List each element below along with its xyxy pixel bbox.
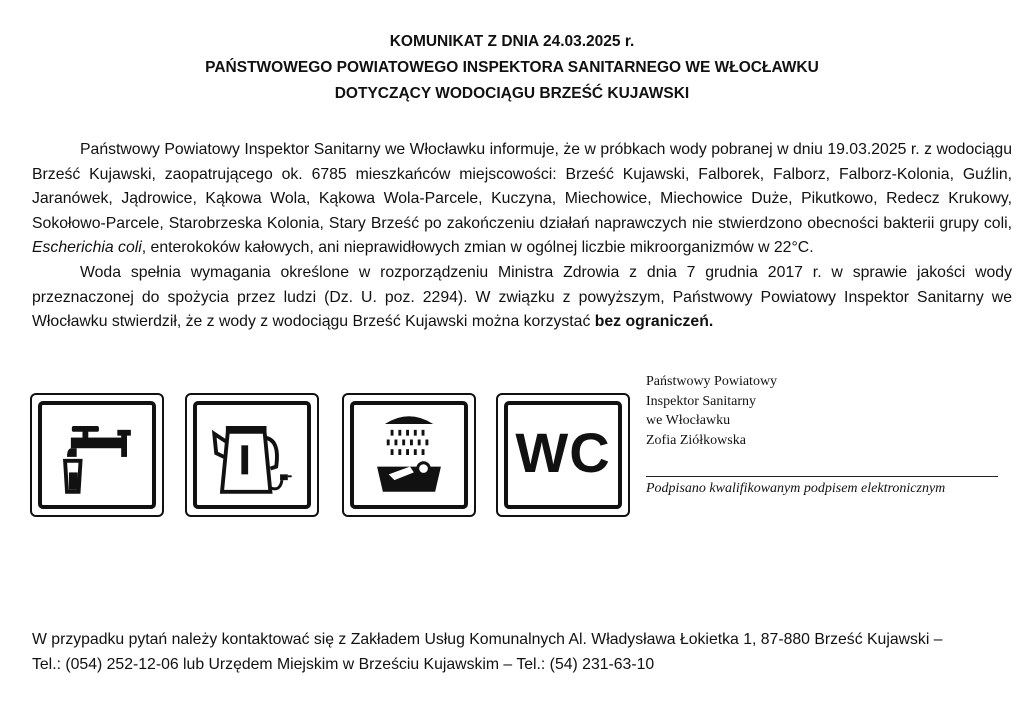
paragraph-conclusion — [32, 261, 1012, 335]
signatory-name: Zofia Ziółkowska — [646, 432, 746, 448]
signature-line-1: Państwowy Powiatowy — [646, 374, 778, 389]
paragraph-conclusion-text: Woda spełnia wymagania określone w rozporządzeniu Ministra Zdrowia z dnia 7 grudnia 2017 r. w sprawie jakości wody przeznaczonej do spożycia przez ludzi (Dz. U. poz. 2294). W związku z powyższym, Państwowy Powiatowy Inspektor Sanitarny we Włocławku stwierdził, że z wody z wodociągu Brześć Kujawski można korzystać — [32, 263, 1012, 331]
header-issuer: PAŃSTWOWEGO POWIATOWEGO INSPEKTORA SANITARNEGO WE WŁOCŁAWKU — [205, 59, 819, 76]
signature-rule — [646, 476, 998, 477]
announcement-body — [32, 138, 1012, 335]
signature-line-3: we Włocławku — [646, 413, 731, 429]
footer-line-2: Tel.: (054) 252-12-06 lub Urzędem Miejskim w Brześciu Kujawskim – Tel.: (54) 231-63-10 — [32, 656, 655, 673]
wc-label: WC — [515, 421, 611, 484]
signature-line-2: Inspektor Sanitarny — [646, 393, 757, 409]
wc-icon — [496, 393, 630, 517]
conclusion-emphasis: bez ograniczeń. — [594, 313, 714, 331]
contact-footer — [32, 627, 1022, 677]
header-title: KOMUNIKAT Z DNIA 24.03.2025 r. — [389, 33, 635, 50]
bacteria-name: Escherichia coli — [32, 239, 142, 257]
paragraph-results-text: Państwowy Powiatowy Inspektor Sanitarny we Włocławku informuje, że w próbkach wody pobranej w dniu 19.03.2025 r. z wodociągu Brześć Kujawski, zaopatrującego ok. 6785 mieszkańców miejscowości: Brześć Kujawski, Falborek, Falborz, Falborz-Kolonia, Guźlin, Jaranówek, Jądrowice, Kąkowa Wola, Kąkowa Wola-Parcele, Kuczyna, Miechowice, Miechowice Duże, Pikutkowo, Redecz Krukowy, Sokołowo-Parcele, Starobrzeska Kolonia, Stary Brześć po zakończeniu działań naprawczych nie stwierdzono obecności bakterii grupy coli, — [32, 141, 1012, 232]
shower-bathing-icon — [342, 393, 476, 517]
signature-block — [646, 372, 1006, 499]
usage-icons — [30, 393, 640, 523]
header-subject: DOTYCZĄCY WODOCIĄGU BRZEŚĆ KUJAWSKI — [334, 85, 690, 102]
footer-line-1: W przypadku pytań należy kontaktować się z Zakładem Usług Komunalnych Al. Władysława Łokietka 1, 87-880 Brześć Kujawski – — [32, 631, 943, 648]
paragraph-results — [32, 138, 1012, 261]
paragraph-results-text-end: , enterokoków kałowych, ani nieprawidłowych zmian w ogólnej liczbie mikroorganizmów w 22°C. — [141, 239, 814, 257]
announcement-header — [0, 29, 1024, 107]
signature-note: Podpisano kwalifikowanym podpisem elektronicznym — [646, 481, 946, 497]
kettle-cooking-icon — [185, 393, 319, 517]
tap-drinking-water-icon — [30, 393, 164, 517]
